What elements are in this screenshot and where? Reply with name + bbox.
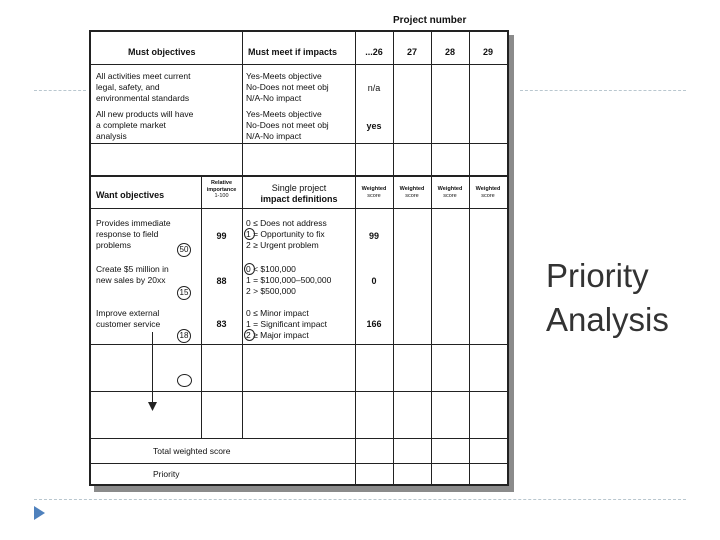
priority-label: Priority — [153, 469, 180, 479]
must-objective-text: All new products will have a complete market analysis — [96, 109, 194, 141]
row-line — [91, 391, 507, 392]
weighted-score-value: 0 — [371, 276, 377, 286]
weighted-score-value: 166 — [366, 319, 382, 329]
project-col-header: 28 — [444, 47, 455, 57]
want-objective-text: Improve external customer service — [96, 308, 161, 329]
col-line — [431, 32, 432, 486]
arrow-down-icon — [148, 402, 157, 412]
circled-weight: 18 — [177, 329, 191, 343]
weighted-score-header: Weighted score — [437, 186, 463, 199]
circled-weight: 15 — [177, 286, 191, 300]
selected-level-circle — [244, 329, 255, 341]
must-objectives-header: Must objectives — [128, 47, 196, 57]
impact-definition-text: 0 < $100,000 1 = $100,000–500,000 2 > $500,000 — [246, 264, 332, 296]
weighted-score-header: Weighted score — [399, 186, 425, 199]
slide-title: Priority Analysis — [546, 257, 669, 338]
row-line — [91, 143, 507, 144]
must-meet-if-impacts-header: Must meet if impacts — [248, 47, 338, 57]
section-line — [91, 175, 507, 177]
must-value: yes — [366, 121, 382, 131]
project-col-header: 27 — [406, 47, 417, 57]
selected-level-circle — [244, 263, 255, 275]
row-line — [91, 208, 507, 209]
row-line — [91, 344, 507, 345]
row-line — [91, 438, 507, 439]
priority-form — [89, 30, 509, 486]
weighted-score-value: 99 — [368, 231, 379, 241]
col-line — [355, 32, 356, 486]
project-number-label: Project number — [393, 15, 467, 26]
must-impact-text: Yes-Meets objective No-Does not meet obj N/A-No impact — [246, 71, 329, 103]
want-objective-text: Create $5 million in new sales by 20xx — [96, 264, 169, 285]
col-line — [393, 32, 394, 486]
total-weighted-score-label: Total weighted score — [153, 446, 231, 456]
single-project-header: Single project impact definitions — [260, 183, 338, 204]
row-line — [91, 64, 507, 65]
weighted-score-header: Weighted score — [475, 186, 501, 199]
importance-value: 99 — [216, 231, 227, 241]
slide-rule-bottom — [34, 499, 686, 500]
col-line — [469, 32, 470, 486]
selected-level-circle — [244, 228, 255, 240]
want-objectives-header: Want objectives — [96, 190, 165, 200]
arrow-shaft — [152, 332, 153, 404]
project-col-header: ...26 — [365, 47, 383, 57]
slide-rule-left — [34, 90, 86, 91]
row-line — [91, 463, 507, 464]
impact-definition-text: 0 ≤ Does not address 1 = Opportunity to fix 2 ≥ Urgent problem — [246, 218, 327, 250]
want-objective-text: Provides immediate response to field problems — [96, 218, 171, 250]
project-col-header: 29 — [482, 47, 493, 57]
impact-definition-text: 0 ≤ Minor impact 1 = Significant impact 2 ≥ Major impact — [246, 308, 328, 340]
must-value: n/a — [367, 83, 381, 93]
col-line — [201, 175, 202, 438]
must-objective-text: All activities meet current legal, safety, and environmental standards — [96, 71, 191, 103]
circled-weight: 50 — [177, 243, 191, 257]
weighted-score-header: Weighted score — [361, 186, 387, 199]
relative-importance-header: Relative importance 1-100 — [206, 180, 237, 199]
importance-value: 83 — [216, 319, 227, 329]
must-impact-text: Yes-Meets objective No-Does not meet obj N/A-No impact — [246, 109, 329, 141]
slide-rule-right — [520, 90, 686, 91]
importance-value: 88 — [216, 276, 227, 286]
col-line — [242, 32, 243, 438]
empty-weight-circle — [177, 374, 192, 387]
slide-bullet-icon — [34, 506, 45, 520]
